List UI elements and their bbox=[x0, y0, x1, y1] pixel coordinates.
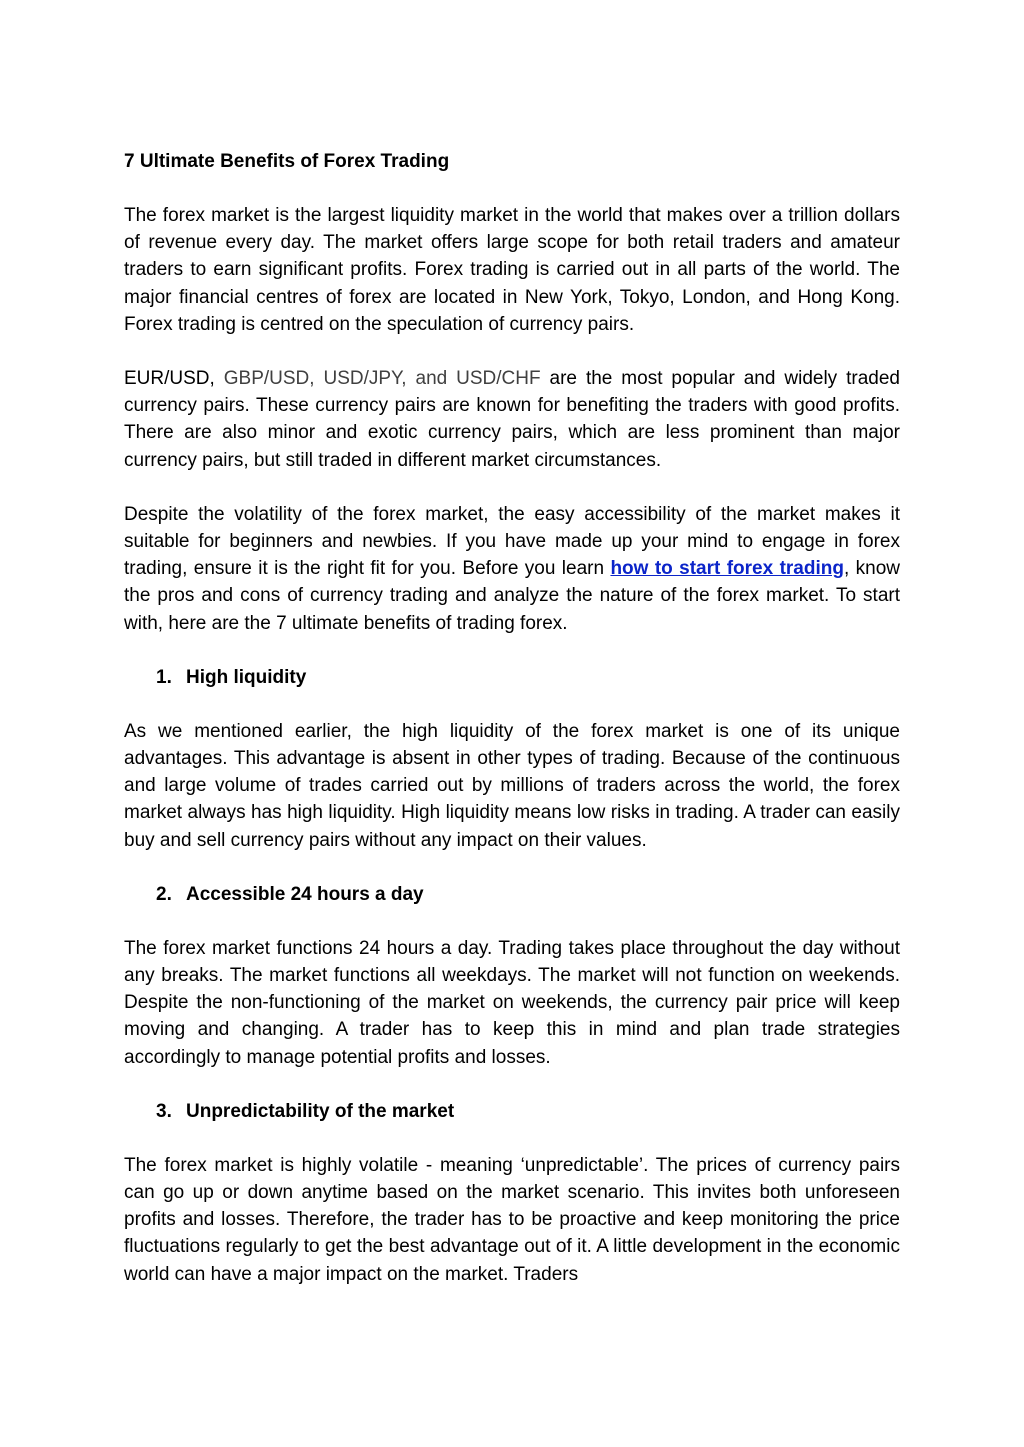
document-page bbox=[124, 148, 900, 1288]
section-heading-high-liquidity bbox=[124, 664, 900, 691]
section-number: 2. bbox=[156, 883, 172, 905]
section-heading-unpredictability bbox=[124, 1098, 900, 1125]
section-body-unpredictability: The forex market is highly volatile - meaning ‘unpredictable’. The prices of currency pairs can go up or down anytime based on the market scenario. This invites both unforeseen profits and losses. Therefore, the trader has to be proactive and keep monitoring the price fluctuations regularly to get the best advantage out of it. A little development in the economic world can have a major impact on the market. Traders bbox=[124, 1154, 900, 1285]
intro-paragraph: The forex market is the largest liquidity market in the world that makes over a trillion dollars of revenue every day. The market offers large scope for both retail traders and amateur traders to earn significant profits. Forex trading is carried out in all parts of the world. The major financial centres of forex are located in New York, Tokyo, London, and Hong Kong. Forex trading is centred on the speculation of currency pairs. bbox=[124, 205, 900, 335]
section-number: 3. bbox=[156, 1100, 172, 1122]
section-heading-text: Unpredictability of the market bbox=[186, 1100, 455, 1122]
section-heading-text: Accessible 24 hours a day bbox=[186, 883, 424, 905]
volatility-text-after-link: , know the pros and cons of currency trading and analyze the nature of the forex market. To start with, here are the 7 ultimate benefits of trading forex. bbox=[124, 558, 900, 634]
volatility-paragraph bbox=[124, 501, 900, 637]
section-heading-accessible-24-hours bbox=[124, 881, 900, 908]
section-body-high-liquidity: As we mentioned earlier, the high liquidity of the forex market is one of its unique advantages. This advantage is absent in other types of trading. Because of the continuous and large volume of trades carried out by millions of traders across the world, the forex market always has high liquidity. High liquidity means low risks in trading. A trader can easily buy and sell currency pairs without any impact on their values. bbox=[124, 720, 900, 851]
pairs-paragraph-rest: are the most popular and widely traded currency pairs. These currency pairs are known for benefiting the traders with good profits. There are also minor and exotic currency pairs, which are less prominent than major currency pairs, but still traded in different market circumstances. bbox=[124, 368, 900, 471]
pairs-list: GBP/USD, USD/JPY, and USD/CHF bbox=[223, 368, 541, 390]
document-title: 7 Ultimate Benefits of Forex Trading bbox=[124, 151, 450, 172]
how-to-start-forex-trading-link[interactable]: how to start forex trading bbox=[610, 558, 844, 580]
section-body-accessible-24-hours: The forex market functions 24 hours a day. Trading takes place throughout the day without any breaks. The market functions all weekdays. The market will not function on weekends. Despite the non-functioning of the market on weekends, the currency pair price will keep moving and changing. A trader has to keep this in mind and plan trade strategies accordingly to manage potential profits and losses. bbox=[124, 937, 900, 1068]
section-number: 1. bbox=[156, 666, 172, 688]
section-heading-text: High liquidity bbox=[186, 666, 307, 688]
volatility-text-before-link: Despite the volatility of the forex market, the easy accessibility of the market makes it suitable for beginners and newbies. If you have made up your mind to engage in forex trading, ensure it is the right fit for you. Before you learn bbox=[124, 503, 900, 580]
currency-pairs-paragraph bbox=[124, 365, 900, 474]
pair-eur-usd: EUR/USD, bbox=[124, 368, 215, 390]
